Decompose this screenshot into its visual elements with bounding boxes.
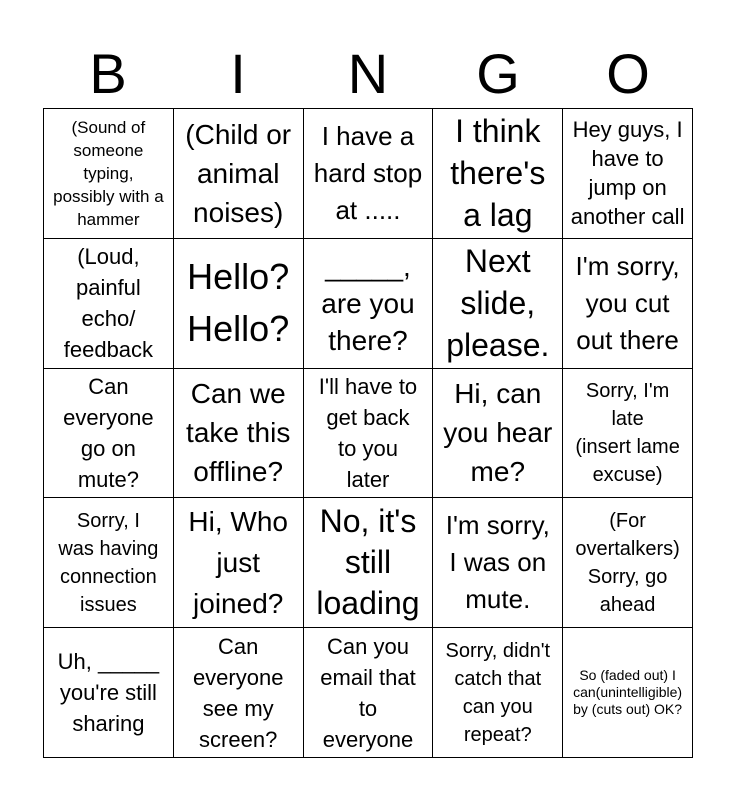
bingo-cell-r4c3[interactable]: [304, 498, 434, 628]
cell-text: (Child or animal noises): [185, 118, 292, 228]
cell-text: Sorry, I was having connection issues: [58, 509, 159, 616]
bingo-cell-r3c1[interactable]: [44, 369, 174, 499]
bingo-cell-r5c3[interactable]: [304, 628, 434, 758]
header-letter-n: N: [347, 42, 389, 105]
cell-text: Can we take this offline?: [186, 378, 291, 488]
bingo-cell-r5c2[interactable]: [174, 628, 304, 758]
bingo-cell-r3c5[interactable]: [563, 369, 693, 499]
cell-text: _____, are you there?: [321, 250, 415, 356]
header-letter-g: G: [476, 42, 520, 105]
cell-text: No, it's still loading: [316, 503, 420, 622]
cell-text: Hi, Who just joined?: [188, 506, 288, 620]
bingo-cell-r4c5[interactable]: [563, 498, 693, 628]
cell-text: I'll have to get back to you later: [318, 373, 418, 492]
bingo-header: [43, 40, 693, 108]
header-letter-b: B: [89, 42, 127, 105]
cell-text: Sorry, didn't catch that can you repeat?: [445, 639, 551, 746]
bingo-cell-r1c4[interactable]: [433, 109, 563, 239]
bingo-cell-r5c4[interactable]: [433, 628, 563, 758]
cell-text: (For overtalkers) Sorry, go ahead: [575, 509, 680, 616]
cell-text: I'm sorry, you cut out there: [575, 250, 680, 355]
bingo-cell-r1c1[interactable]: [44, 109, 174, 239]
cell-text: Next slide, please.: [446, 243, 550, 364]
bingo-cell-r5c5[interactable]: [563, 628, 693, 758]
bingo-card-grid: [43, 108, 693, 758]
cell-text: (Sound of someone typing, possibly with a hammer: [53, 117, 164, 229]
bingo-cell-r1c3[interactable]: [304, 109, 434, 239]
cell-text: Uh, _____ you're still sharing: [57, 649, 160, 737]
bingo-cell-r5c1[interactable]: [44, 628, 174, 758]
bingo-cell-r2c2[interactable]: [174, 239, 304, 369]
bingo-cell-r1c5[interactable]: [563, 109, 693, 239]
bingo-cell-r2c3[interactable]: [304, 239, 434, 369]
cell-text: I think there's a lag: [450, 113, 546, 234]
bingo-cell-r3c2[interactable]: [174, 369, 304, 499]
cell-text: Hello? Hello?: [187, 256, 290, 350]
cell-text: (Loud, painful echo/ feedback: [63, 244, 154, 363]
bingo-cell-r2c1[interactable]: [44, 239, 174, 369]
bingo-cell-r3c3[interactable]: [304, 369, 434, 499]
cell-text: Sorry, I'm late (insert lame excuse): [575, 379, 680, 486]
cell-text: I have a hard stop at .....: [313, 120, 423, 225]
bingo-cell-r4c1[interactable]: [44, 498, 174, 628]
cell-text: Hey guys, I have to jump on another call: [570, 117, 685, 230]
bingo-cell-r4c4[interactable]: [433, 498, 563, 628]
cell-text: Can you email that to everyone: [320, 633, 416, 752]
cell-text: Can everyone go on mute?: [63, 373, 154, 492]
header-letter-o: O: [606, 42, 650, 105]
cell-text: Can everyone see my screen?: [192, 633, 284, 752]
bingo-cell-r2c4[interactable]: [433, 239, 563, 369]
bingo-cell-r4c2[interactable]: [174, 498, 304, 628]
bingo-cell-r1c2[interactable]: [174, 109, 304, 239]
bingo-cell-r3c4[interactable]: [433, 369, 563, 499]
cell-text: So (faded out) I can(unintelligible) by (cuts out) OK?: [573, 667, 683, 718]
cell-text: Hi, can you hear me?: [443, 378, 553, 488]
bingo-cell-r2c5[interactable]: [563, 239, 693, 369]
header-letter-i: I: [230, 42, 246, 105]
cell-text: I'm sorry, I was on mute.: [445, 510, 550, 615]
